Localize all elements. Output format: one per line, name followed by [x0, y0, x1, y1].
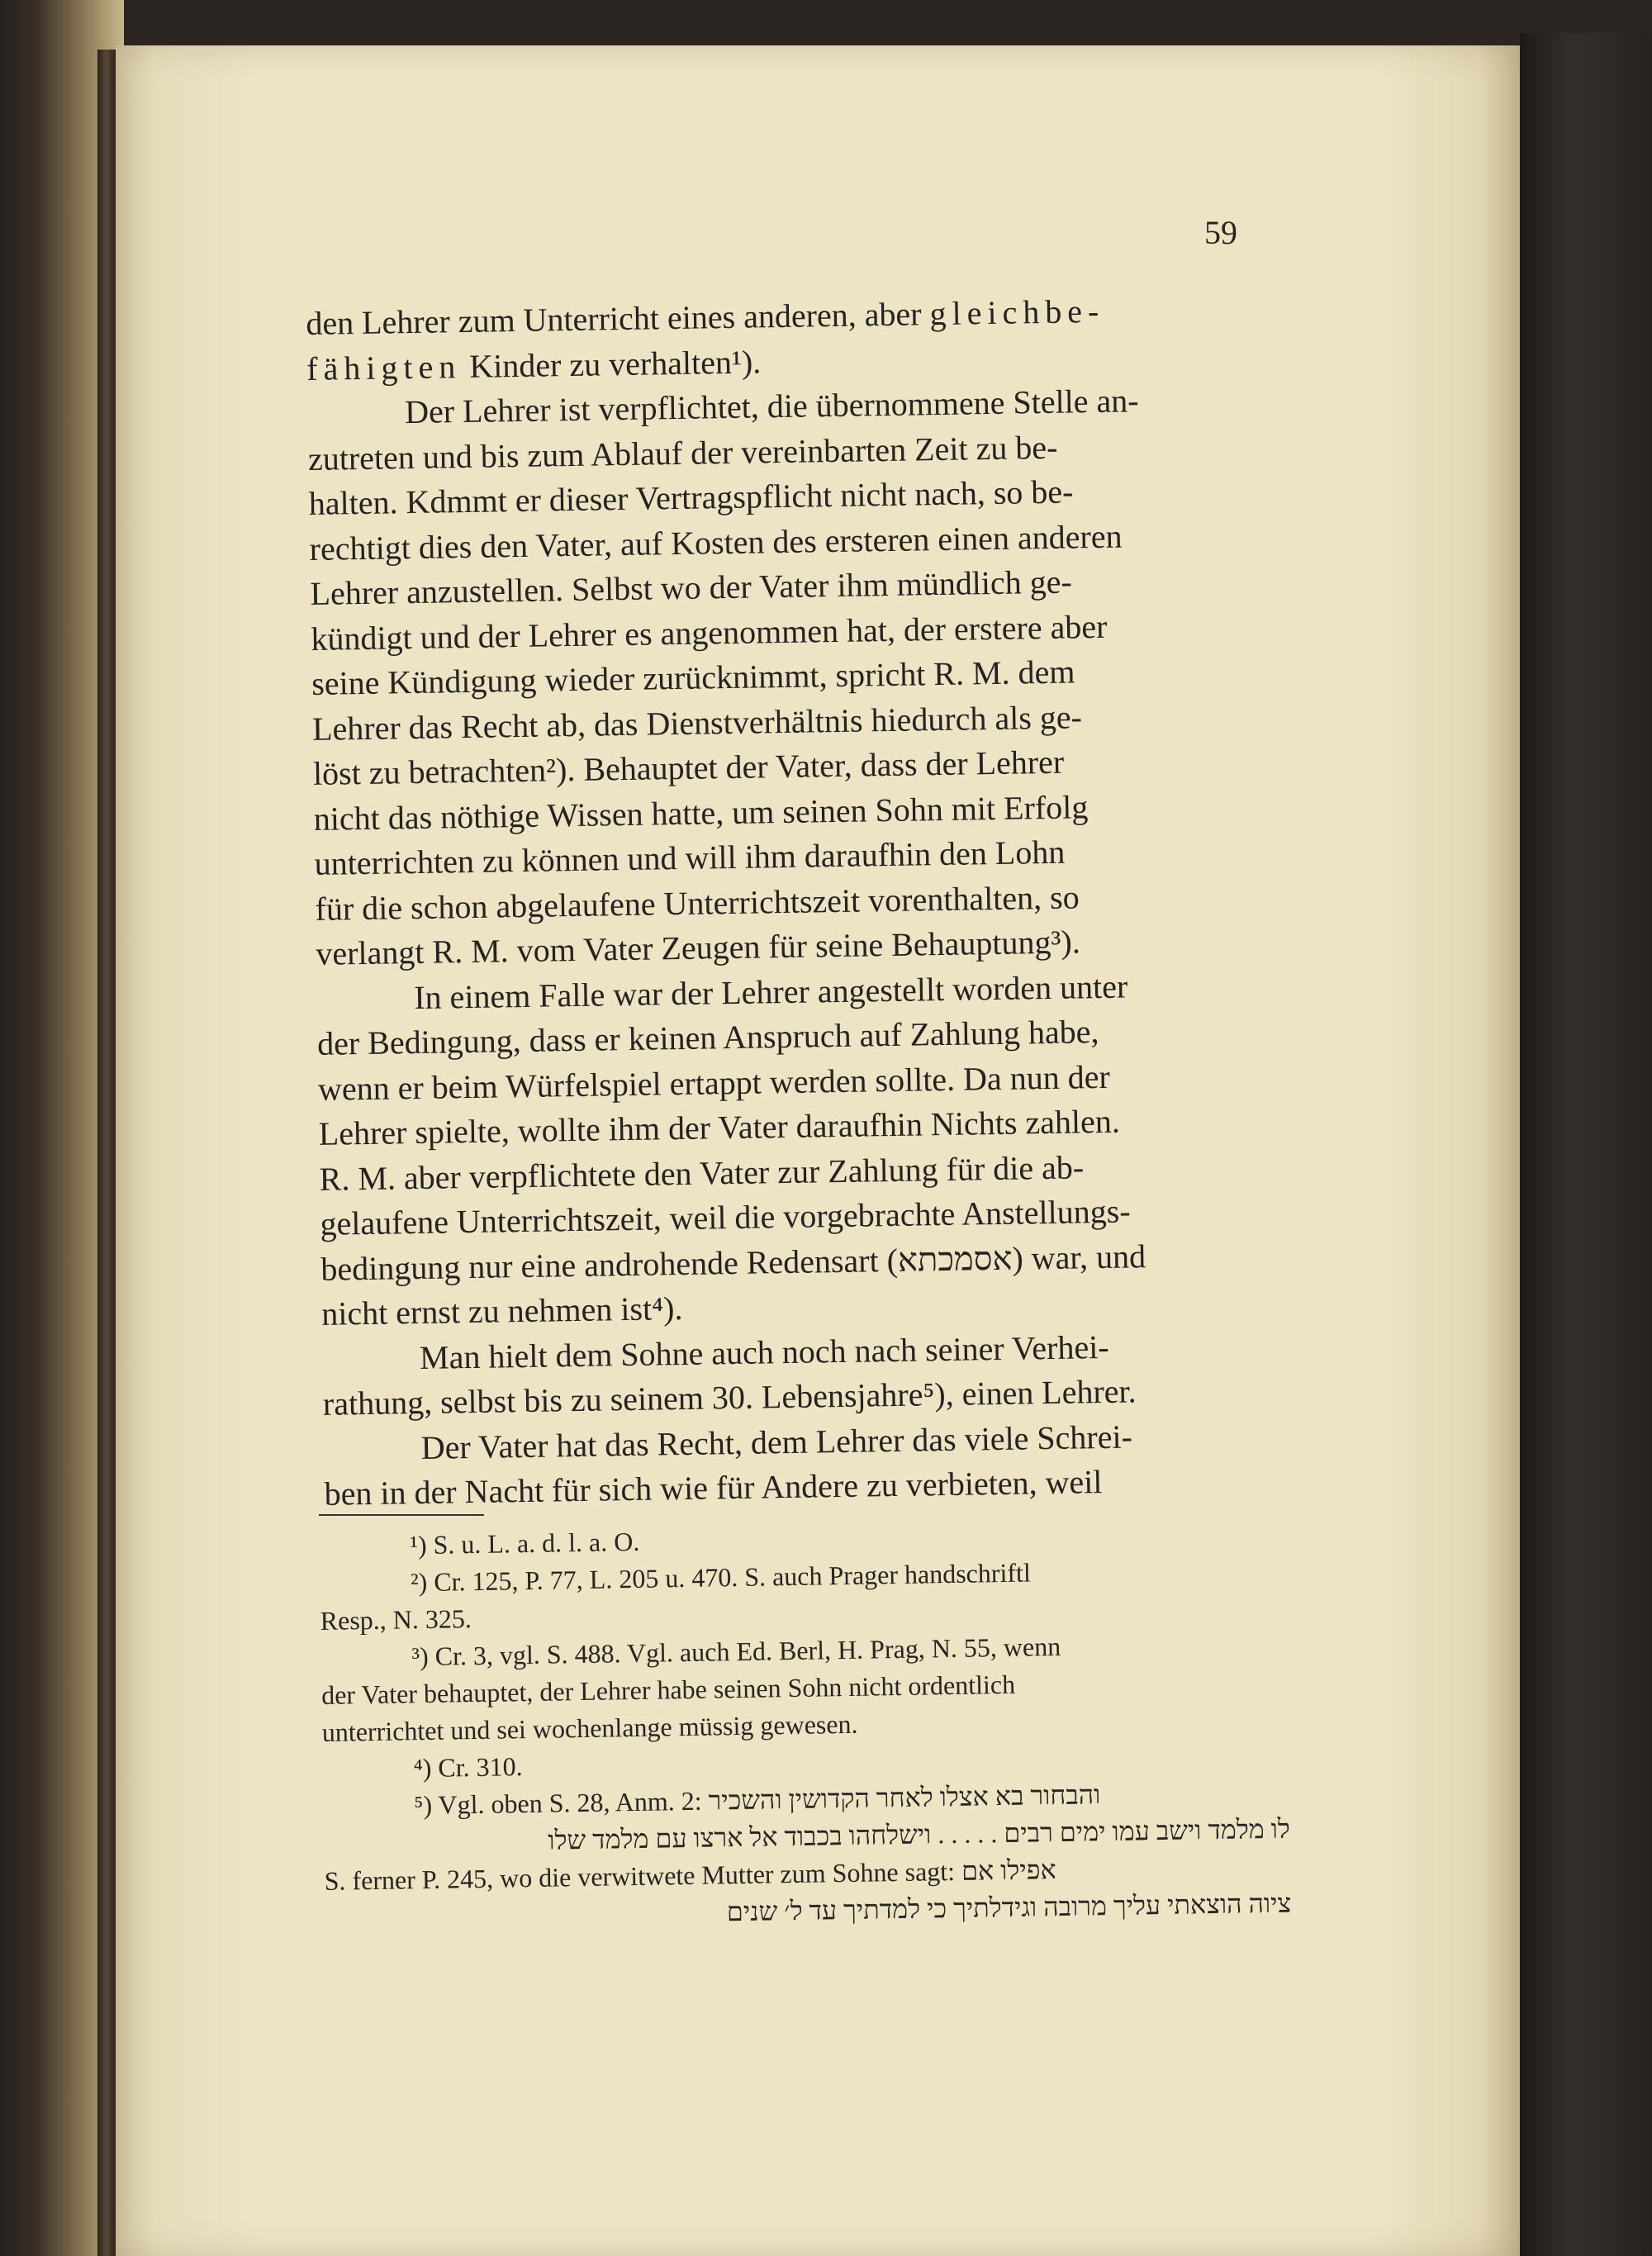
body-line: zutreten und bis zum Ablauf der vereinbarten Zeit zu be- [307, 428, 1058, 477]
right-book-cover [1520, 33, 1652, 2256]
body-line: wenn er beim Würfelspiel ertappt werden sollte. Da nun der [317, 1057, 1111, 1108]
body-line: Lehrer spielte, wollte ihm der Vater daraufhin Nichts zahlen. [318, 1102, 1121, 1152]
body-line: Lehrer das Recht ab, das Dienstverhältnis hiedurch als ge- [311, 697, 1083, 748]
footnote-line: ⁵) Vgl. oben S. 28, Anm. 2: והבחור בא אצלו לאחר הקדושין והשכיר [413, 1779, 1101, 1821]
body-line: In einem Falle war der Lehrer angestellt worden unter [413, 967, 1128, 1016]
body-line: ben in der Nacht für sich wie für Andere zu verbieten, weil [324, 1463, 1103, 1513]
footnotes [319, 1513, 1292, 1937]
footnote-separator [319, 1514, 484, 1516]
body-line: seine Kündigung wieder zurücknimmt, spricht R. M. dem [311, 653, 1075, 702]
footnote-line: S. ferner P. 245, wo die verwitwete Mutter zum Sohne sagt: אפילו אם [324, 1855, 1056, 1896]
body-line: rathung, selbst bis zu seinem 30. Lebensjahre⁵), einen Lehrer. [322, 1372, 1137, 1422]
body-line: den Lehrer zum Unterricht eines anderen, aber gleichbe- [306, 292, 1105, 342]
body-line: Der Lehrer ist verpflichtet, die übernommene Stelle an- [404, 382, 1139, 431]
body-line: Der Vater hat das Recht, dem Lehrer das viele Schrei- [420, 1417, 1133, 1466]
body-line: rechtigt dies den Vater, auf Kosten des ersteren einen anderen [309, 517, 1123, 568]
footnote-line: Resp., N. 325. [320, 1603, 472, 1636]
emphasized-word: fähigten [306, 347, 462, 387]
book-spine [97, 50, 116, 2256]
body-line: halten. Kdmmt er dieser Vertragspflicht nicht nach, so be- [308, 473, 1074, 522]
body-line: Man hielt dem Sohne auch noch nach seiner Verhei- [419, 1327, 1109, 1376]
body-line: nicht ernst zu nehmen ist⁴). [320, 1289, 683, 1332]
footnote-line: ¹) S. u. L. a. d. l. a. O. [410, 1526, 640, 1560]
footnote-line: ²) Cr. 125, P. 77, L. 205 u. 470. S. auch Prager handschriftl [410, 1557, 1032, 1598]
body-line: verlangt R. M. vom Vater Zeugen für seine Behauptung³). [316, 923, 1081, 972]
body-line: löst zu betrachten²). Behauptet der Vater, dass der Lehrer [312, 743, 1065, 792]
footnote-line: לו מלמד וישב עמו ימים רבים . . . . . וישלחהו בכבוד אל ארצו עם מלמד שלו [548, 1813, 1291, 1855]
body-line: kündigt und der Lehrer es angenommen hat, der erstere aber [311, 607, 1108, 658]
body-line: für die schon abgelaufene Unterrichtszeit vorenthalten, so [315, 877, 1080, 928]
body-line: Lehrer anzustellen. Selbst wo der Vater ihm mündlich ge- [310, 563, 1073, 612]
body-line: unterrichten zu können und will ihm daraufhin den Lohn [314, 833, 1066, 882]
footnote-line: der Vater behauptet, der Lehrer habe seinen Sohn nicht ordentlich [320, 1669, 1016, 1710]
emphasized-word: gleichbe- [929, 292, 1105, 333]
body-text [306, 287, 1291, 1517]
body-line: fähigten Kinder zu verhalten¹). [306, 342, 762, 387]
body-line: der Bedingung, dass er keinen Anspruch auf Zahlung habe, [316, 1013, 1099, 1062]
footnote-line: ⁴) Cr. 310. [413, 1751, 523, 1783]
footnote-line: ³) Cr. 3, vgl. S. 488. Vgl. auch Ed. Berl, H. Prag, N. 55, wenn [411, 1631, 1061, 1672]
footnote-line: unterrichtet und sei wochenlange müssig gewesen. [321, 1708, 858, 1747]
body-line: bedingung nur eine androhende Redensart (אסמכתא) war, und [320, 1237, 1146, 1288]
body-line: nicht das nöthige Wissen hatte, um seinen Sohn mit Erfolg [313, 787, 1089, 838]
body-line: gelaufene Unterrichtszeit, weil die vorgebrachte Anstellungs- [320, 1192, 1131, 1242]
body-line: R. M. aber verpflichtete den Vater zur Zahlung für die ab- [319, 1147, 1085, 1198]
page-number: 59 [1204, 214, 1237, 251]
footnote-line: ציוה הוצאתי עליך מרובה וגידלתיך כי למדתיך עד ל׳ שנים [726, 1888, 1292, 1927]
